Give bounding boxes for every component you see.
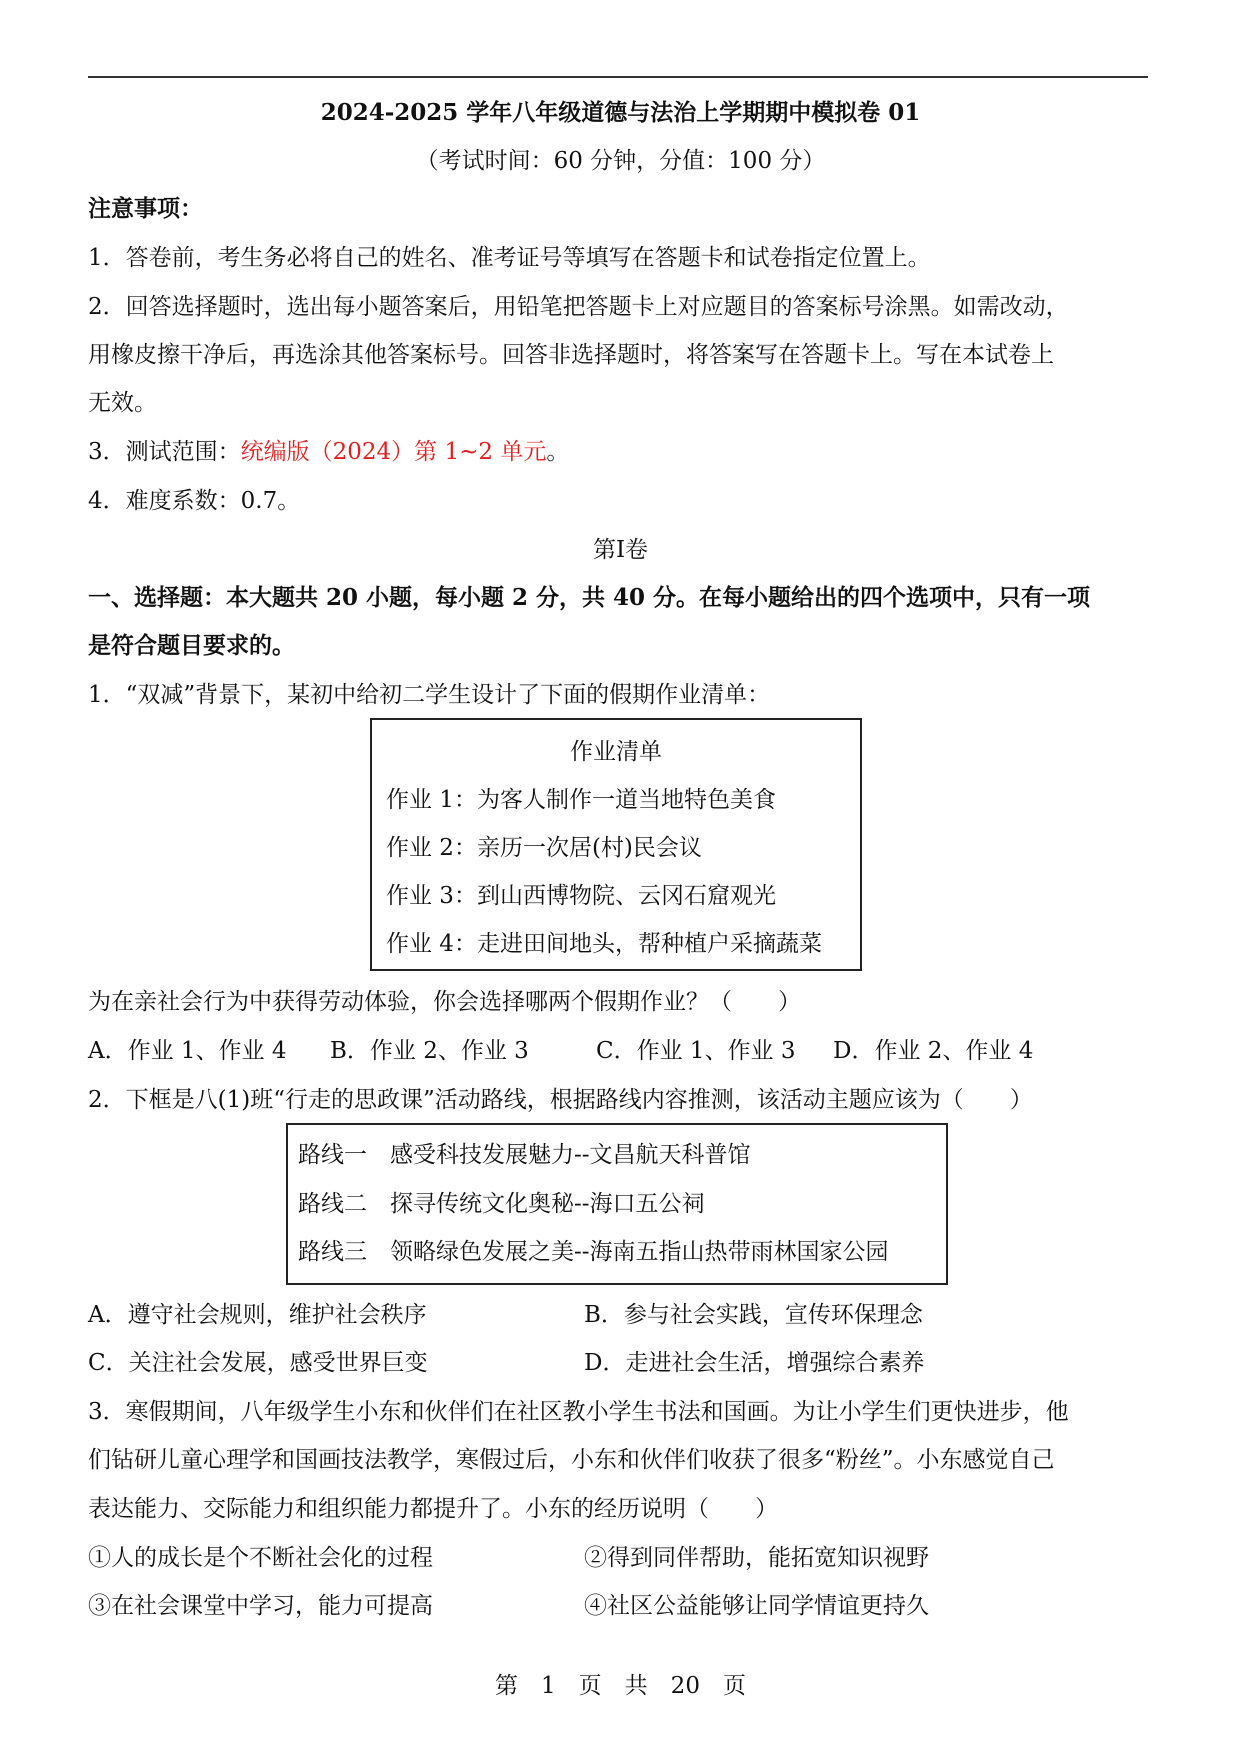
note-item-2-line-3: 无效。 [88, 390, 157, 416]
page-footer: 第 1 页 共 20 页 [495, 1673, 746, 1699]
note-item-4: 4．难度系数：0.7。 [88, 488, 301, 514]
q3-item-4: ④社区公益能够让同学情谊更持久 [584, 1593, 929, 1619]
q1-box-item: 作业 4：走进田间地头，帮种植户采摘蔬菜 [386, 931, 822, 957]
q1-box-title: 作业清单 [570, 739, 662, 765]
q3-stem-line-3: 表达能力、交际能力和组织能力都提升了。小东的经历说明（ ） [88, 1496, 778, 1522]
q1-option-b: B．作业 2、作业 3 [330, 1038, 529, 1064]
q1-box-item: 作业 1：为客人制作一道当地特色美食 [386, 787, 776, 813]
q1-stem: 1．“双减”背景下，某初中给初二学生设计了下面的假期作业清单： [88, 682, 771, 708]
q1-homework-box [370, 718, 862, 971]
q1-option-c: C．作业 1、作业 3 [596, 1038, 796, 1064]
q3-item-1: ①人的成长是个不断社会化的过程 [88, 1545, 433, 1571]
note-item-2-line-1: 2．回答选择题时，选出每小题答案后，用铅笔把答题卡上对应题目的答案标号涂黑。如需改动， [88, 294, 1069, 320]
q2-option-c: C．关注社会发展，感受世界巨变 [88, 1350, 428, 1376]
q1-box-item: 作业 3：到山西博物院、云冈石窟观光 [386, 883, 776, 909]
q2-option-a: A．遵守社会规则，维护社会秩序 [88, 1302, 427, 1328]
q2-route-item: 路线二 探寻传统文化奥秘--海口五公祠 [298, 1191, 705, 1217]
q1-box-item: 作业 2：亲历一次居(村)民会议 [386, 835, 702, 861]
q3-item-2: ②得到同伴帮助，能拓宽知识视野 [584, 1545, 929, 1571]
note-item-3-suffix: 。 [546, 439, 570, 465]
section-heading-line-1: 一、选择题：本大题共 20 小题，每小题 2 分，共 40 分。在每小题给出的四个选项中，只有一项 [88, 584, 1091, 611]
section-heading-line-2: 是符合题目要求的。 [88, 632, 295, 659]
q2-route-item: 路线三 领略绿色发展之美--海南五指山热带雨林国家公园 [298, 1239, 889, 1265]
note-item-3 [88, 437, 569, 467]
note-item-2-line-2: 用橡皮擦干净后，再选涂其他答案标号。回答非选择题时，将答案写在答题卡上。写在本试卷上 [88, 342, 1054, 368]
test-scope: 统编版（2024）第 1~2 单元 [240, 439, 547, 465]
note-item-1: 1．答卷前，考生务必将自己的姓名、准考证号等填写在答题卡和试卷指定位置上。 [88, 245, 931, 271]
q2-option-b: B．参与社会实践，宣传环保理念 [584, 1302, 923, 1328]
q3-stem-line-1: 3．寒假期间，八年级学生小东和伙伴们在社区教小学生书法和国画。为让小学生们更快进步，他 [88, 1399, 1069, 1425]
q1-option-d: D．作业 2、作业 4 [833, 1038, 1034, 1064]
volume-label: 第Ⅰ卷 [592, 537, 649, 563]
header-rule [88, 76, 1148, 78]
q2-route-box [286, 1123, 948, 1285]
q3-item-3: ③在社会课堂中学习，能力可提高 [88, 1593, 433, 1619]
q1-question: 为在亲社会行为中获得劳动体验，你会选择哪两个假期作业？（ ） [88, 989, 801, 1015]
note-item-3-prefix: 3．测试范围： [88, 439, 241, 465]
q1-option-a: A．作业 1、作业 4 [88, 1038, 287, 1064]
q2-option-d: D．走进社会生活，增强综合素养 [584, 1350, 925, 1376]
q3-stem-line-2: 们钻研儿童心理学和国画技法教学，寒假过后，小东和伙伴们收获了很多“粉丝”。小东感觉自己 [88, 1447, 1055, 1473]
exam-title: 2024-2025 学年八年级道德与法治上学期期中模拟卷 01 [320, 99, 921, 126]
q2-stem: 2．下框是八(1)班“行走的思政课”活动路线，根据路线内容推测，该活动主题应该为（ ） [88, 1087, 1033, 1113]
notes-heading: 注意事项： [88, 195, 203, 222]
q2-route-item: 路线一 感受科技发展魅力--文昌航天科普馆 [298, 1142, 751, 1168]
exam-subtitle: （考试时间：60 分钟，分值：100 分） [415, 148, 826, 174]
